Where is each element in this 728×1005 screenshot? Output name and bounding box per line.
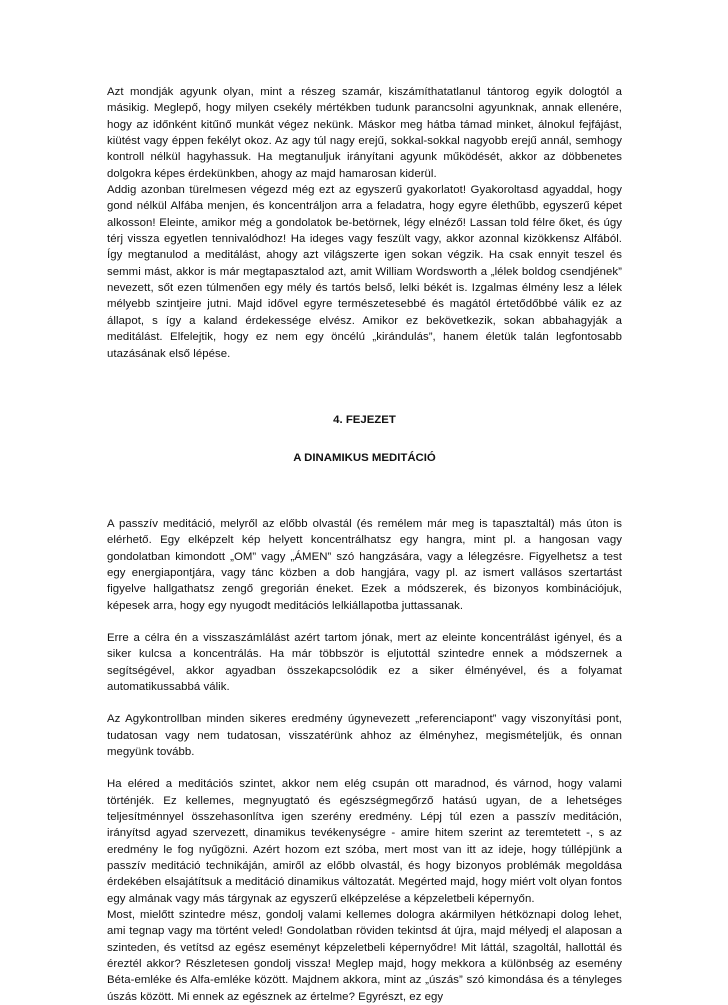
paragraph-intro-2: Addig azonban türelmesen végezd még ezt az egyszerű gyakorlatot! Gyakoroltasd agyaddal, hogy gond nélkül Alfába menjen, és koncentráljon arra a feladatra, hogy egyre élethűbb, egyszerű képet alkosson! Eleinte, amikor még a gondolatok be-betörnek, légy elnéző! Lassan told félre őket, és úgy térj vissza egyetlen tennivalódhoz! Ha ideges vagy feszült vagy, akkor azonnal kizökkensz Alfából. Így megtanulod a meditálást, ahogy azt világszerte igen sokan végzik. Ha csak ennyit teszel és semmi mást, akkor is már megtapasztalod azt, amit William Wordsworth a „lélek boldog csendjének” nevezett, sőt ezen túlmenően egy mély és tartós belső, lelki békét is. Izgalmas élmény lesz a lélek mélyebb szintjeire jutni. Majd idővel egyre természetesebbé és magától értetődőbbé válik ez az állapot, s így a kaland érdekessége elvész. Amikor ez bekövetkezik, sokan abbahagyják a meditálást. Elfelejtik, hogy ez nem egy öncélú „kirándulás”, hanem életük talán legfontosabb utazásának első lépése. <box>107 184 622 360</box>
paragraph-body-4: Ha eléred a meditációs szintet, akkor nem elég csupán ott maradnod, és várnod, hogy valami történjék. Ez kellemes, megnyugtató és egészségmegőrző hatású ugyan, de a lehetséges teljesítménnyel összehasonlítva igen szerény eredmény. Lépj túl ezen a passzív meditáción, irányítsd agyad szervezett, dinamikus tevékenységre - amire hitem szerint az teremtetett -, s az eredmény le fog nyűgözni. Azért hozom ezt szóba, mert most van itt az ideje, hogy túllépjünk a passzív meditáció technikáján, amiről az előbb olvastál, és hogy bizonyos problémák megoldása érdekében elsajátítsuk a meditáció dinamikus változatát. Megérted majd, hogy miért volt olyan fontos egy almának vagy más tárgynak az egyszerű elképzelése a képzeletbeli képernyőn. <box>107 778 622 905</box>
chapter-title: A DINAMIKUS MEDITÁCIÓ <box>293 451 436 464</box>
paragraph-gap <box>107 614 622 630</box>
document-page <box>107 84 622 1005</box>
section-spacer <box>107 362 622 412</box>
section-spacer <box>107 466 622 516</box>
chapter-label: 4. FEJEZET <box>333 413 396 426</box>
paragraph-body-5: Most, mielőtt szintedre mész, gondolj valami kellemes dologra akármilyen hétköznapi dolog lehet, ami tegnap vagy ma történt veled! Gondolatban röviden tekintsd át újra, majd mélyedj el alaposan a szinteden, és vetítsd az egész eseményt képzeletbeli képernyődre! Mit láttál, szagoltál, hallottál és éreztél akkor? Részletesen gondolj vissza! Meglep majd, hogy mekkora a különbség az esemény Béta-emléke és Alfa-emléke között. Majdnem akkora, mint az „úszás” szó kimondása és a tényleges úszás között. Mi ennek az egésznek az értelme? Egyrészt, ez egy <box>107 909 622 1003</box>
paragraph-gap <box>107 760 622 776</box>
paragraph-body-2: Erre a célra én a visszaszámlálást azért tartom jónak, mert az eleinte koncentrálást igényel, és a siker kulcsa a koncentrálás. Ha már többször is eljutottál szintedre ennek a módszernek a segítségével, akkor agyadban összekapcsolódik ez a siker élményével, és a folyamat automatikussabbá válik. <box>107 631 622 693</box>
paragraph-gap <box>107 695 622 711</box>
paragraph-body-3: Az Agykontrollban minden sikeres eredmény úgynevezett „referenciapont” vagy viszonyítási pont, tudatosan vagy nem tudatosan, visszatérünk ahhoz az élményhez, megismételjük, és onnan megyünk tovább. <box>107 713 622 758</box>
paragraph-body-1: A passzív meditáció, melyről az előbb olvastál (és remélem már meg is tapasztaltál) más úton is elérhető. Egy elképzelt kép helyett koncentrálhatsz egy hangra, mint pl. a hangosan vagy gondolatban kimondott „OM” vagy „ÁMEN” szó hangzására, vagy a lélegzésre. Figyelhetsz a test egy energiapontjára, vagy tánc közben a dob hangjára, vagy pl. az ismert vallásos szertartást figyelve hallgathatsz zengő gregorián éneket. Ezek a módszerek, és bizonyos kombinációjuk, képesek arra, hogy egy nyugodt meditációs lelkiállapotba juttassanak. <box>107 517 622 612</box>
paragraph-intro-1: Azt mondják agyunk olyan, mint a részeg szamár, kiszámíthatatlanul tántorog egyik dologtól a másikig. Meglepő, hogy milyen csekély mértékben tudunk parancsolni agyunknak, annak ellenére, hogy az időnként kitűnő munkát végez nekünk. Máskor meg hátba támad minket, álnokul fejfájást, kiütést vagy éppen fekélyt okoz. Az agy túl nagy erejű, sokkal-sokkal nagyobb erejű annál, semhogy kontroll nélkül hagyhassuk. Ha megtanuljuk irányítani agyunk működését, akkor az döbbenetes dolgokra képes érdekünkben, ahogy az majd hamarosan kiderül. <box>107 86 622 180</box>
